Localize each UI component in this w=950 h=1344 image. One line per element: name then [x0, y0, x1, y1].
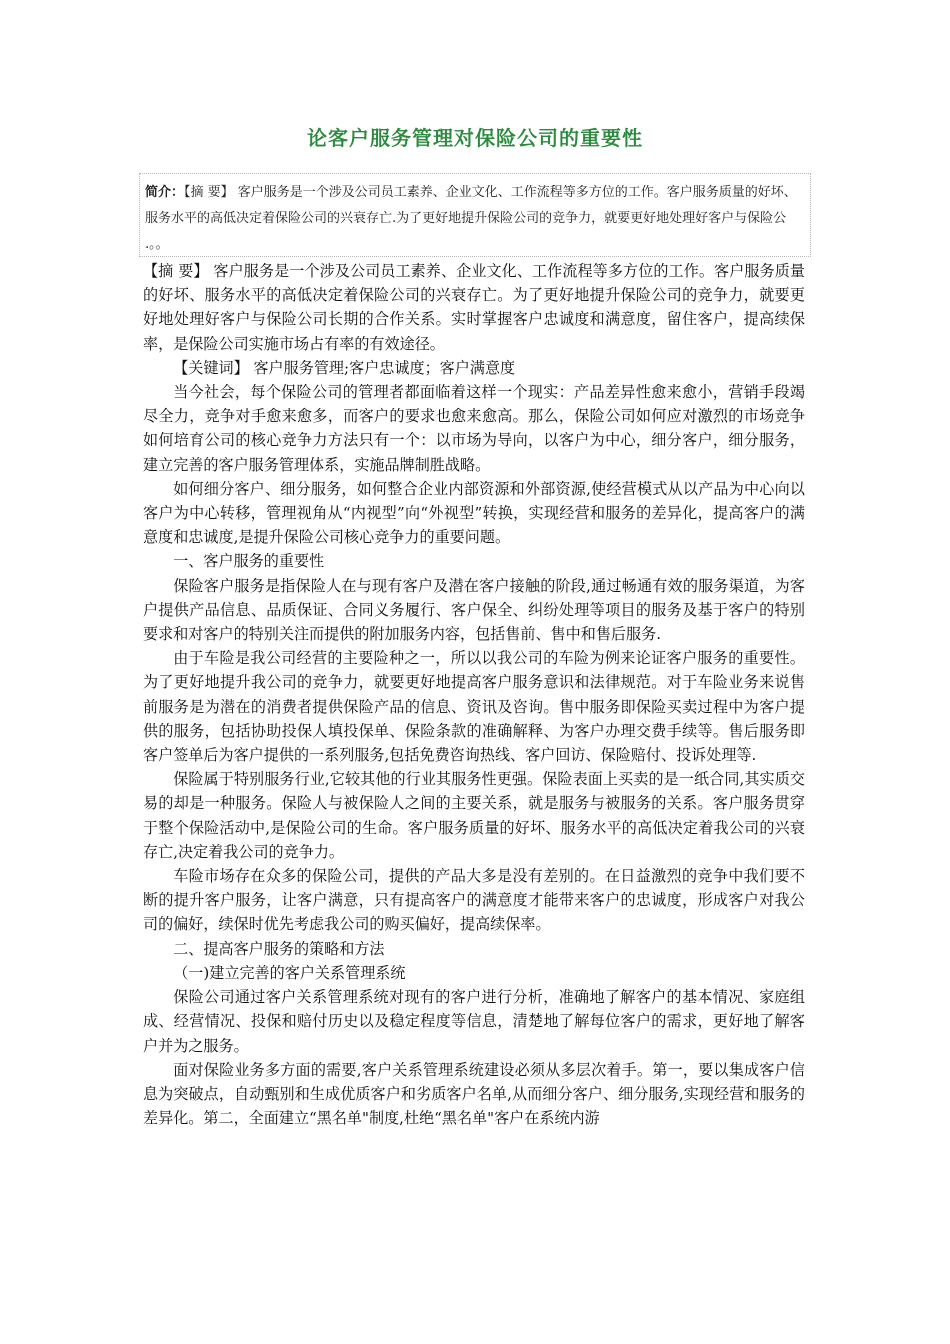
- document-title: 论客户服务管理对保险公司的重要性: [307, 126, 643, 150]
- body-paragraph: 保险公司通过客户关系管理系统对现有的客户进行分析，准确地了解客户的基本情况、家庭组成、经营情况、投保和赔付历史以及稳定程度等信息，清楚地了解每位客户的需求，更好地了解客户并为之服务。: [143, 988, 805, 1055]
- summary-text: 【摘 要】 客户服务是一个涉及公司员工素养、企业文化、工作流程等多方位的工作。客户服务质量的好坏、服务水平的高低决定着保险公司的兴衰存亡.为了更好地提升保险公司的竞争力，就要更好地处理好客户与保险公 .。。: [145, 185, 797, 252]
- body-paragraph: 如何细分客户、细分服务，如何整合企业内部资源和外部资源,使经营模式从以产品为中心向以客户为中心转移，管理视角从“内视型”向“外视型”转换，实现经营和服务的差异化，提高客户的满意度和忠诚度,是提升保险公司核心竞争力的重要问题。: [143, 479, 805, 547]
- body-paragraph: 保险属于特别服务行业,它较其他的行业其服务性更强。保险表面上买卖的是一纸合同,其实质交易的却是一种服务。保险人与被保险人之间的主要关系，就是服务与被服务的关系。客户服务贯穿于整个保险活动中,是保险公司的生命。客户服务质量的好坏、服务水平的高低决定着我公司的兴衰存亡,决定着我公司的竞争力。: [143, 770, 805, 861]
- section-heading: 二、提高客户服务的策略和方法: [173, 939, 385, 958]
- body-paragraph: 保险客户服务是指保险人在与现有客户及潜在客户接触的阶段,通过畅通有效的服务渠道，为客户提供产品信息、品质保证、合同义务履行、客户保全、纠纷处理等项目的服务及基于客户的特别要求和对客户的特别关注而提供的附加服务内容，包括售前、售中和售后服务.: [143, 576, 805, 644]
- summary-box: [139, 173, 811, 257]
- abstract-paragraph: 【摘 要】 客户服务是一个涉及公司员工素养、企业文化、工作流程等多方位的工作。客户服务质量的好坏、服务水平的高低决定着保险公司的兴衰存亡。为了更好地提升保险公司的竞争力，就要更好地处理好客户与保险公司长期的合作关系。实时掌握客户忠诚度和满意度，留住客户，提高续保率，是保险公司实施市场占有率的有效途径。: [143, 262, 805, 353]
- body-paragraph: 面对保险业务多方面的需要,客户关系管理系统建设必须从多层次着手。第一，要以集成客户信息为突破点，自动甄别和生成优质客户和劣质客户名单,从而细分客户、细分服务,实现经营和服务的差异化。第二，全面建立“黑名单"制度,杜绝“黑名单"客户在系统内游: [143, 1060, 805, 1128]
- keywords-paragraph: 【关键词】 客户服务管理;客户忠诚度；客户满意度: [173, 358, 516, 377]
- subsection-heading: （一)建立完善的客户关系管理系统: [173, 963, 406, 982]
- body-paragraph: 由于车险是我公司经营的主要险种之一，所以以我公司的车险为例来论证客户服务的重要性。为了更好地提升我公司的竞争力，就要更好地提高客户服务意识和法律规范。对于车险业务来说售前服务是为潜在的消费者提供保险产品的信息、资讯及咨询。售中服务即保险买卖过程中为客户提供的服务，包括协助投保人填投保单、保险条款的准确解释、为客户办理交费手续等。售后服务即客户签单后为客户提供的一系列服务,包括免费咨询热线、客户回访、保险赔付、投诉处理等.: [143, 649, 805, 765]
- body-paragraph: 当今社会，每个保险公司的管理者都面临着这样一个现实：产品差异性愈来愈小，营销手段竭尽全力，竞争对手愈来愈多，而客户的要求也愈来愈高。那么，保险公司如何应对激烈的市场竞争如何培育公司的核心竞争力方法只有一个：以市场为导向，以客户为中心，细分客户，细分服务，建立完善的客户服务管理体系，实施品牌制胜战略。: [143, 383, 805, 474]
- summary-label: 简介：: [145, 185, 185, 200]
- body-paragraph: 车险市场存在众多的保险公司，提供的产品大多是没有差别的。在日益激烈的竞争中我们要不断的提升客户服务，让客户满意，只有提高客户的满意度才能带来客户的忠诚度，形成客户对我公司的偏好，续保时优先考虑我公司的购买偏好，提高续保率。: [143, 867, 805, 934]
- section-heading: 一、客户服务的重要性: [173, 552, 325, 571]
- document-body: [143, 259, 805, 1130]
